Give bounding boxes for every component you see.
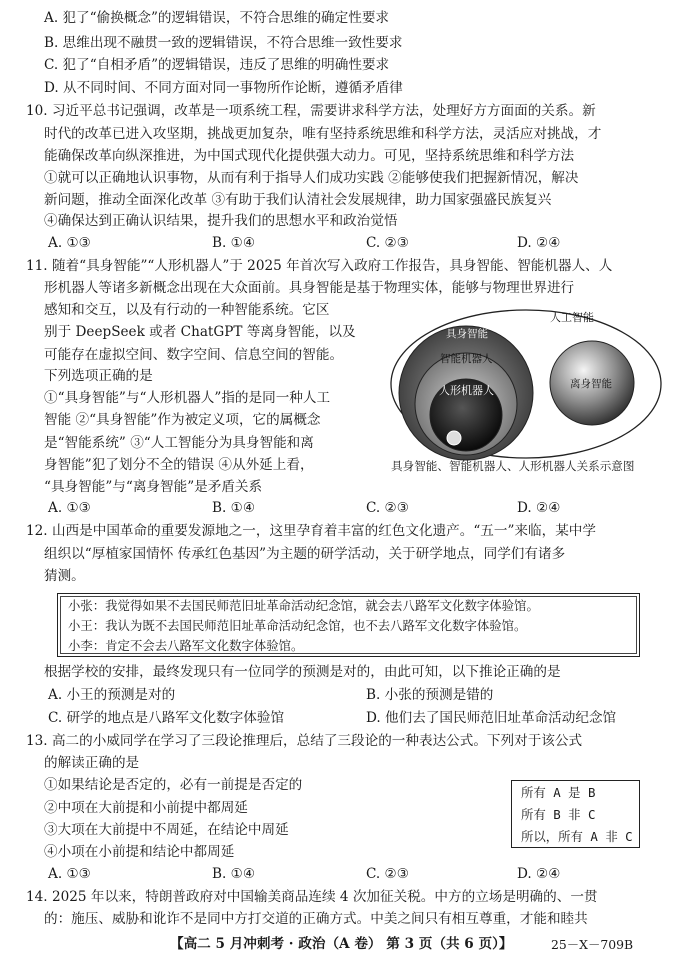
q11-option-a: A. ①③	[48, 500, 91, 516]
q14-stem-line: 的：施压、威胁和讹诈不是同中方打交道的正确方式。中美之间只有相互尊重，才能和睦共	[44, 911, 588, 927]
q10-choice-line: ①就可以正确地认识事物，从而有利于指导人们成功实践 ②能够使我们把握新情况，解决	[44, 170, 579, 186]
q11-option-b: B. ①④	[212, 500, 256, 516]
ai-concept-venn-diagram	[388, 307, 664, 467]
q10-choice-line: ④确保达到正确认识结果，提升我们的思想水平和政治觉悟	[44, 213, 398, 229]
q11-stem-line: 可能存在虚拟空间、数字空间、信息空间的智能。	[44, 347, 344, 363]
q10-option-a: A. ①③	[48, 235, 91, 251]
q13-stem-line: 13. 高二的小威同学在学习了三段论推理后，总结了三段论的一种表达公式。下列对于该公式	[26, 733, 583, 749]
dialog-line-xiaowang: 小王：我认为既不去国民师范旧址革命活动纪念馆，也不去八路军文化数字体验馆。	[68, 618, 527, 633]
q11-choice-line: 是“智能系统” ③“人工智能分为具身智能和离	[44, 435, 314, 451]
q12-option-c: C. 研学的地点是八路军文化数字体验馆	[48, 710, 285, 726]
q10-stem-line: 10. 习近平总书记强调，改革是一项系统工程，需要讲求科学方法，处理好方方面面的关系。新	[26, 103, 596, 119]
q12-stem-line: 12. 山西是中国革命的重要发源地之一，这里孕育着丰富的红色文化遗产。“五一”来临，某中学	[26, 523, 596, 539]
q11-option-d: D. ②④	[517, 500, 561, 516]
q9-option-c: C. 犯了“自相矛盾”的逻辑错误，违反了思维的明确性要求	[44, 57, 390, 73]
q14-stem-line: 14. 2025 年以来，特朗普政府对中国输美商品连续 4 次加征关税。中方的立场是明确的、一贯	[26, 889, 598, 905]
formula-minor-premise: 所有 B 非 C	[521, 807, 596, 822]
q10-option-c: C. ②③	[366, 235, 409, 251]
q12-stem-line: 组织以“厚植家国情怀 传承红色基因”为主题的研学活动，关于研学地点，同学们有诸多	[44, 546, 566, 562]
q11-choice-line: ①“具身智能”与“人形机器人”指的是同一种人工	[44, 390, 331, 406]
q12-option-d: D. 他们去了国民师范旧址革命活动纪念馆	[366, 710, 617, 726]
label-embodied-ai: 具身智能	[446, 328, 488, 340]
dialog-line-xiaozhang: 小张：我觉得如果不去国民师范旧址革命活动纪念馆，就会去八路军文化数字体验馆。	[68, 598, 539, 613]
q11-choice-line: 智能 ②“具身智能”作为被定义项，它的属概念	[44, 412, 321, 428]
q11-stem-line: 11. 随着“具身智能”“人形机器人”于 2025 年首次写入政府工作报告，具身智能、智能机器人、人	[26, 258, 613, 274]
label-intelligent-robot: 智能机器人	[440, 353, 493, 365]
q10-choice-line: 新问题，推动全面深化改革 ③有助于我们认清社会发展规律，助力国家强盛民族复兴	[44, 192, 552, 208]
page-footer-title: 【高二 5 月冲刺考 · 政治（A 卷） 第 3 页（共 6 页）】	[170, 936, 513, 952]
q13-choice-line: ④小项在小前提和结论中都周延	[44, 844, 235, 860]
q13-option-a: A. ①③	[48, 866, 91, 882]
q13-choice-line: ③大项在大前提中不周延，在结论中周延	[44, 822, 289, 838]
q10-option-d: D. ②④	[517, 235, 561, 251]
q10-option-b: B. ①④	[212, 235, 256, 251]
q10-stem-line: 能确保改革向纵深推进，为中国式现代化提供强大动力。可见，坚持系统思维和科学方法	[44, 148, 575, 164]
label-artificial-intelligence: 人工智能	[550, 311, 594, 324]
q13-choice-line: ①如果结论是否定的，必有一前提是否定的	[44, 777, 303, 793]
q13-option-c: C. ②③	[366, 866, 409, 882]
q12-stem-line: 猜测。	[44, 568, 85, 584]
q11-stem-line: 形机器人等诸多新概念出现在大众面前。具身智能是基于物理实体，能够与物理世界进行	[44, 280, 575, 296]
q11-stem-line: 感知和交互，以及有行动的一种智能系统。它区	[44, 302, 330, 318]
q12-conclusion-line: 根据学校的安排，最终发现只有一位同学的预测是对的，由此可知，以下推论正确的是	[44, 664, 561, 680]
robot-head-icon	[447, 431, 461, 445]
label-humanoid-robot: 人形机器人	[439, 384, 494, 397]
q9-option-d: D. 从不同时间、不同方面对同一事物所作论断，遵循矛盾律	[44, 80, 403, 96]
q9-option-b: B. 思维出现不融贯一致的逻辑错误，不符合思维一致性要求	[44, 35, 403, 51]
q10-stem-line: 时代的改革已进入攻坚期，挑战更加复杂，唯有坚持系统思维和科学方法，灵活应对挑战，才	[44, 126, 602, 142]
q13-stem-line: 的解读正确的是	[44, 755, 140, 771]
q11-stem-line: 别于 DeepSeek 或者 ChatGPT 等离身智能，以及	[44, 324, 356, 340]
q9-option-a: A. 犯了“偷换概念”的逻辑错误，不符合思维的确定性要求	[44, 10, 390, 26]
q13-option-d: D. ②④	[517, 866, 561, 882]
label-disembodied-ai: 离身智能	[570, 378, 612, 390]
q13-choice-line: ②中项在大前提和小前提中都周延	[44, 800, 248, 816]
page-footer-code: 25－X－709B	[551, 937, 634, 952]
formula-major-premise: 所有 A 是 B	[521, 785, 596, 800]
q12-option-b: B. 小张的预测是错的	[366, 687, 494, 703]
formula-conclusion: 所以，所有 A 非 C	[521, 829, 633, 844]
q11-choice-line: 身智能”犯了划分不全的错误 ④从外延上看，	[44, 457, 314, 473]
q12-option-a: A. 小王的预测是对的	[48, 687, 176, 703]
dialog-line-xiaoli: 小李：肯定不会去八路军文化数字体验馆。	[68, 638, 304, 653]
q11-option-c: C. ②③	[366, 500, 409, 516]
q11-stem-line: 下列选项正确的是	[44, 368, 153, 384]
q13-option-b: B. ①④	[212, 866, 256, 882]
figure-caption: 具身智能、智能机器人、人形机器人关系示意图	[391, 459, 635, 473]
q11-choice-line: “具身智能”与“离身智能”是矛盾关系	[44, 479, 263, 495]
